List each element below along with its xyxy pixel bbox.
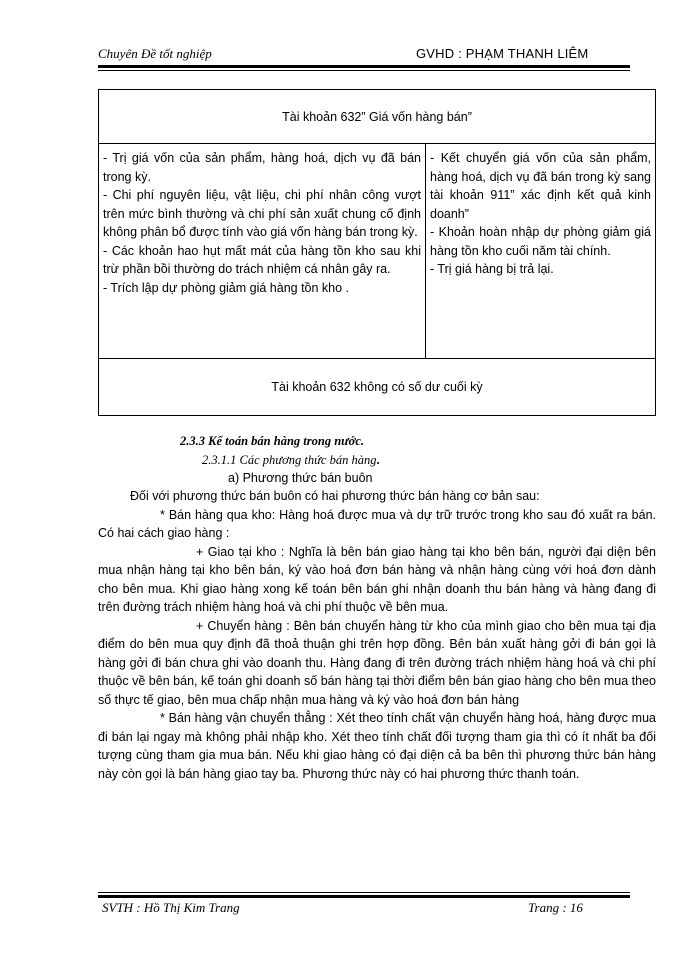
page-header: [98, 44, 630, 66]
credit-item: - Trị giá hàng bị trả lại.: [430, 262, 554, 276]
sub-heading: a) Phương thức bán buôn: [228, 471, 373, 485]
account-footer: Tài khoản 632 không có số dư cuối kỳ: [271, 380, 483, 394]
account-entries-row: [99, 144, 655, 359]
subsection-heading-dot: .: [376, 452, 380, 467]
paragraph: + Giao tại kho : Nghĩa là bên bán giao hàng tại kho bên bán, người đại diện bên mua nhận hàng tại kho bên bán, ký vào hoá đơn bán hàng và nhận hàng cùng với hoá đơn dành cho bên mua. Khi giao hàng xong kế toán bên bán ghi nhận doanh thu bán hàng và hàng đang đi trên đường trách nhiệm hàng hoá và chi phí thuộc về bên mua.: [98, 544, 656, 614]
paragraph: Đối với phương thức bán buôn có hai phương thức bán hàng cơ bản sau:: [130, 489, 540, 503]
footer-student: SVTH : Hồ Thị Kim Trang: [102, 900, 240, 915]
debit-column: [99, 144, 426, 358]
debit-item: - Trích lập dự phòng giảm giá hàng tồn kho .: [103, 280, 350, 295]
credit-item: - Kết chuyển giá vốn của sản phẩm, hàng hoá, dịch vụ đã bán trong kỳ sang tài khoản 911” xác định kết quả kinh doanh”: [430, 151, 651, 221]
debit-item: - Chi phí nguyên liệu, vật liệu, chi phí nhân công vượt trên mức bình thường và chi phí sản xuất chung cố định không phân bổ được tính vào giá vốn hàng bán trong kỳ.: [103, 188, 421, 239]
page-number: Trang : 16: [528, 900, 583, 915]
subsection-heading-text: 2.3.1.1 Các phương thức bán hàng: [202, 452, 377, 467]
header-advisor: GVHD : PHẠM THANH LIÊM: [416, 46, 589, 61]
section-heading-dot: .: [360, 434, 365, 448]
credit-item: - Khoản hoàn nhập dự phòng giảm giá hàng tồn kho cuối năm tài chính.: [430, 225, 651, 258]
footer-rule: [98, 892, 630, 898]
section-heading: [98, 432, 656, 451]
paragraph: * Bán hàng qua kho: Hàng hoá được mua và dự trữ trước trong kho sau đó xuất ra bán. Có hai cách giao hàng :: [98, 507, 656, 540]
paragraph: + Chuyển hàng : Bên bán chuyển hàng từ kho của mình giao cho bên mua tại địa điểm do bên mua quy định đã thoả thuận ghi trên hợp đồng. Bên bán xuất hàng gởi đi bán gọi là hàng gởi đi bán chưa ghi vào doanh thu. Hàng đang đi trên đường trách nhiệm hàng hoá và chi phí thuộc về bên bán, kế toán ghi doanh số bán hàng tại thời điểm bên bán giao hàng cho bên mua theo số thực tế giao, bên mua chấp nhận mua hàng và ký vào hoá đơn bán hàng: [98, 618, 656, 707]
debit-item: - Các khoản hao hụt mất mát của hàng tồn kho sau khi trừ phần bồi thường do trách nhiệm cá nhân gây ra.: [103, 243, 421, 276]
debit-item: - Trị giá vốn của sản phẩm, hàng hoá, dịch vụ đã bán trong kỳ.: [103, 151, 421, 184]
paragraph: * Bán hàng vận chuyển thẳng : Xét theo tính chất vận chuyển hàng hoá, hàng được mua đi bán lại ngay mà không phải nhập kho. Xét theo tính chất đối tượng tham gia thì có ít nhất ba đối tượng cùng tham gia mua bán. Nếu khi giao hàng có đại diện cả ba bên thì phương thức bán hàng này còn gọi là bán hàng giao tay ba. Phương thức này có hai phương thức thanh toán.: [98, 711, 656, 781]
page-footer: [98, 900, 630, 920]
header-rule: [98, 65, 630, 71]
body-text: [98, 432, 656, 783]
header-thesis-title: Chuyên Đề tốt nghiệp: [98, 46, 212, 61]
subsection-heading: [98, 451, 656, 470]
account-632-table: [98, 89, 656, 416]
credit-column: [426, 144, 655, 358]
section-heading-text: 2.3.3 Kế toán bán hàng trong nước: [180, 434, 361, 448]
account-title: Tài khoản 632” Giá vốn hàng bán”: [99, 90, 655, 144]
